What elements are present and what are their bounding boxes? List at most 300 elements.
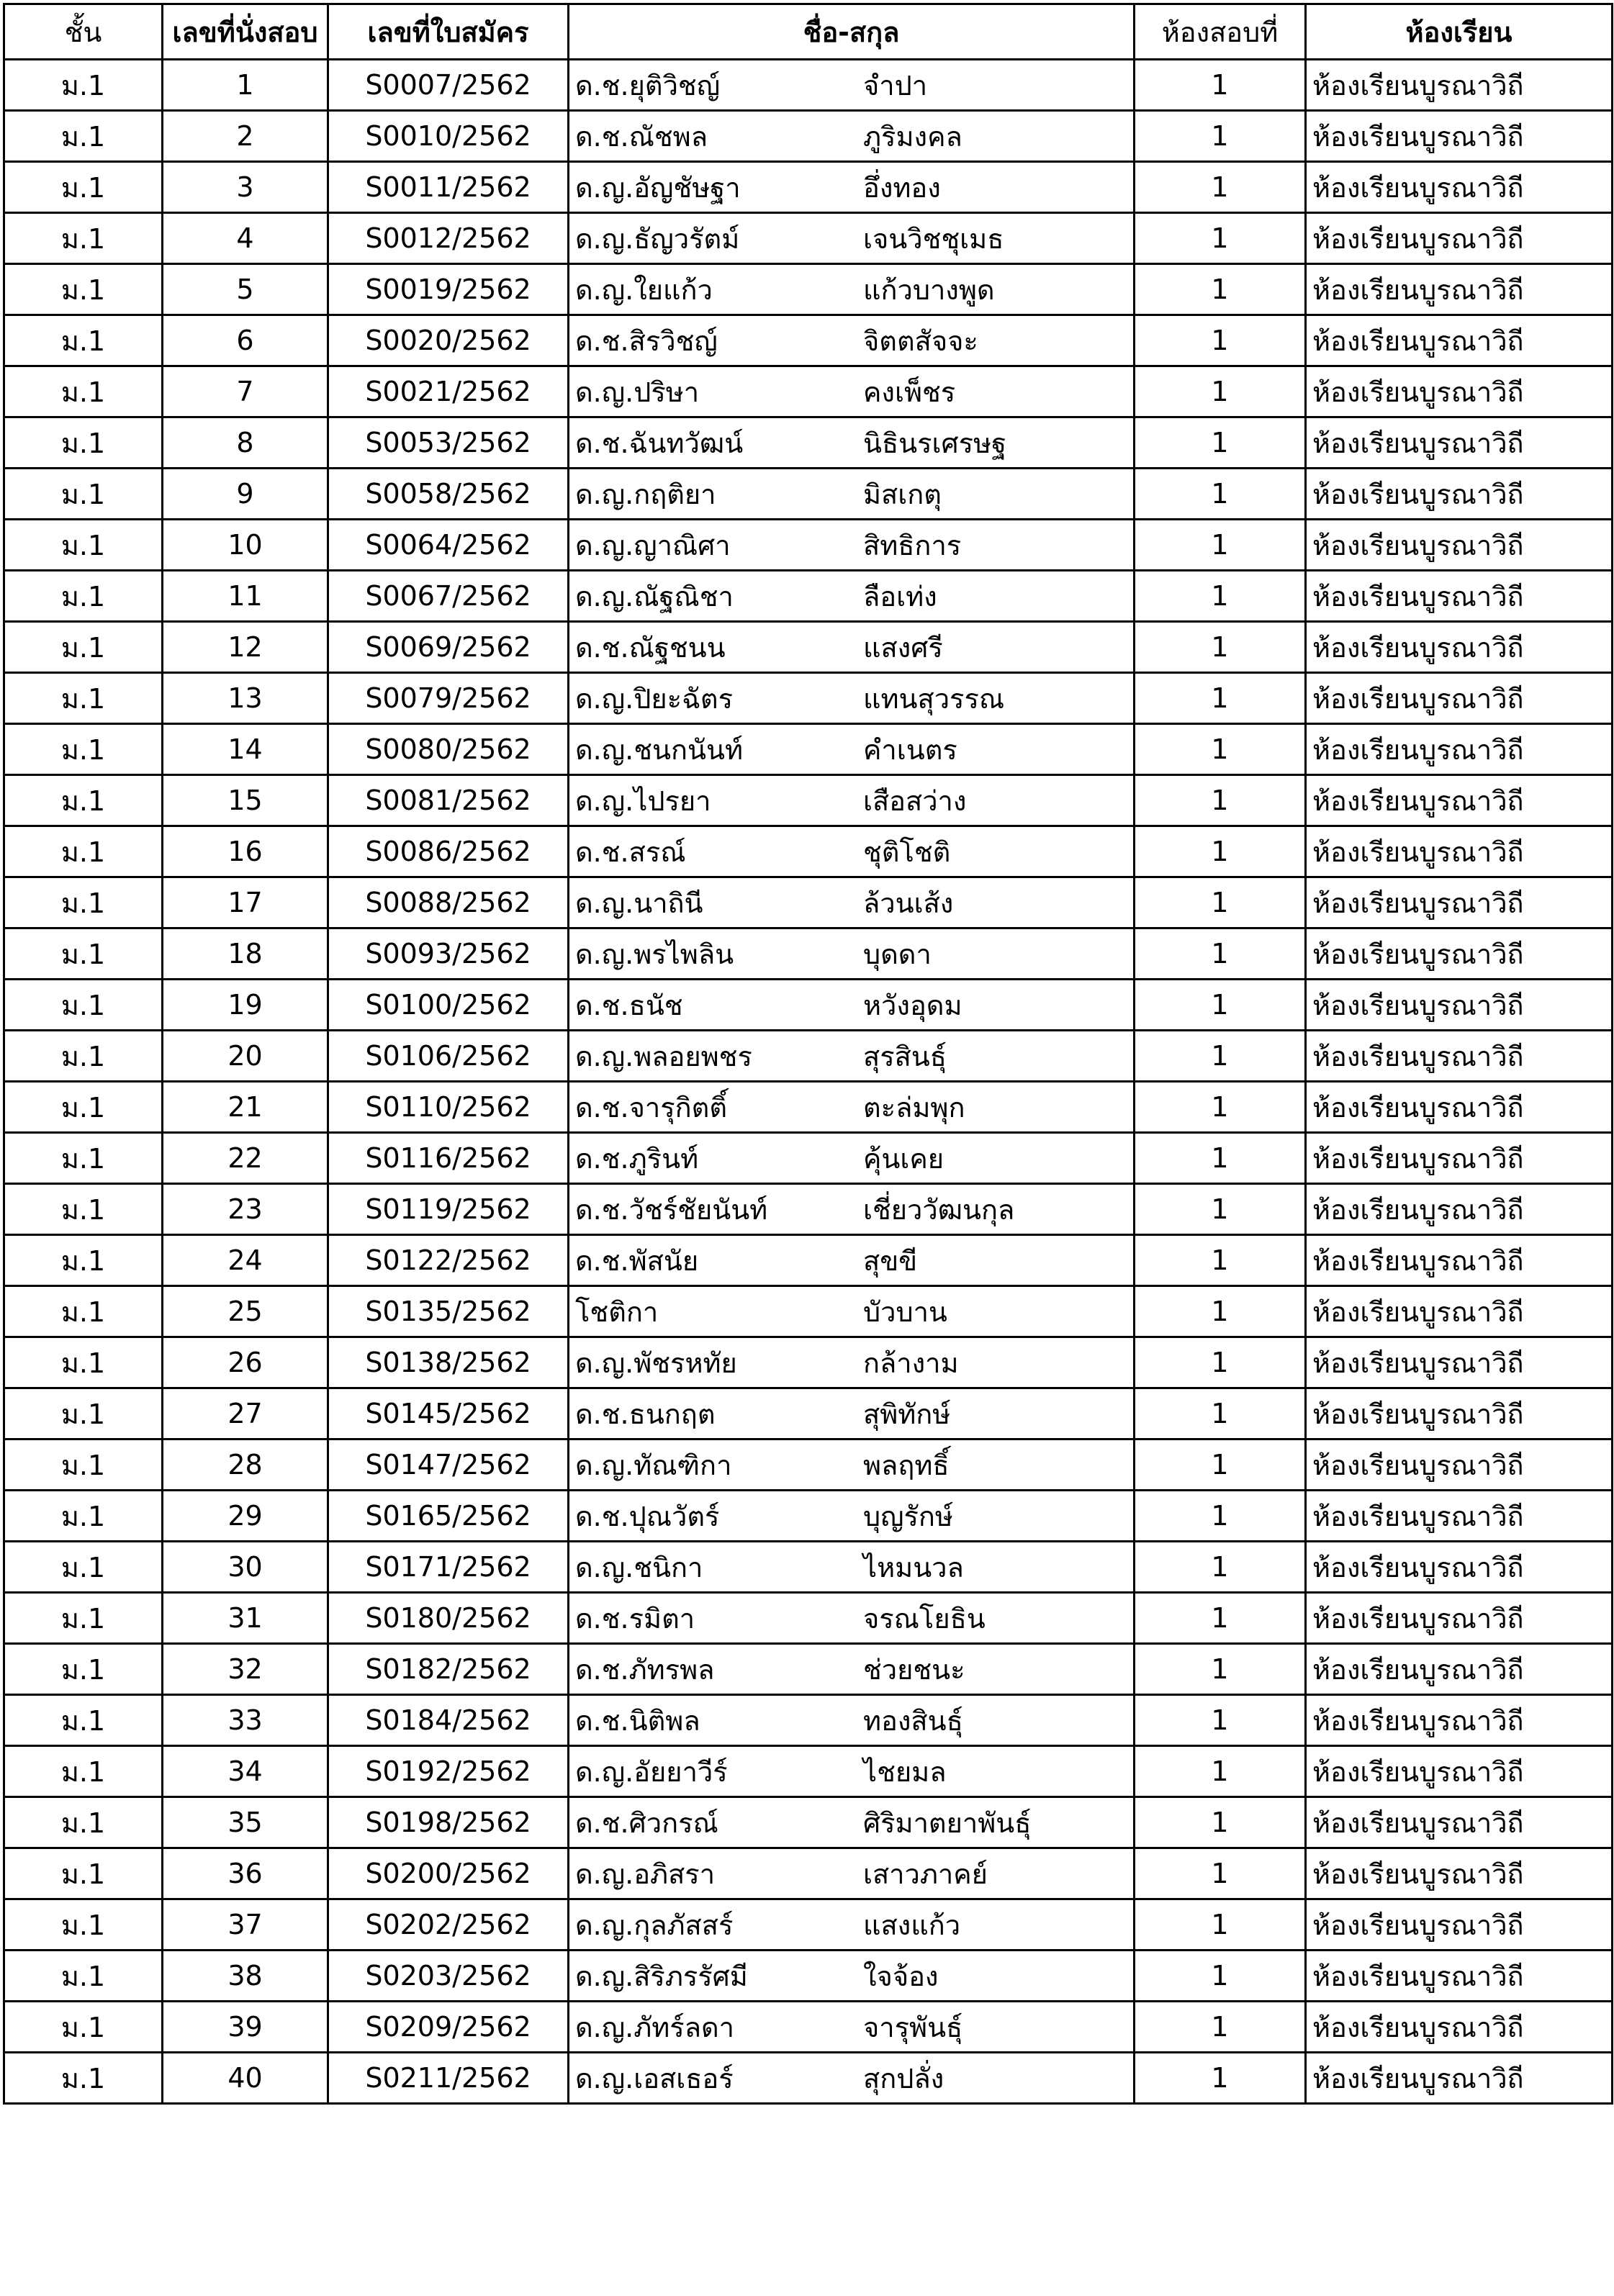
cell-grade: ม.1 — [4, 1695, 163, 1746]
cell-exam-room: 1 — [1135, 111, 1306, 162]
cell-grade: ม.1 — [4, 1542, 163, 1593]
cell-grade: ม.1 — [4, 1797, 163, 1848]
table-row — [4, 1951, 1613, 2002]
last-name: ลือเท่ง — [863, 580, 937, 613]
cell-name — [569, 1184, 1135, 1235]
cell-seat-no: 13 — [163, 673, 328, 724]
first-name: ด.ช.รมิตา — [575, 1602, 695, 1635]
cell-name — [569, 1644, 1135, 1695]
table-row — [4, 213, 1613, 264]
cell-classroom: ห้องเรียนบูรณาวิถี — [1306, 980, 1613, 1031]
cell-seat-no: 35 — [163, 1797, 328, 1848]
last-name: อึ่งทอง — [863, 171, 941, 204]
cell-name — [569, 417, 1135, 469]
table-row — [4, 673, 1613, 724]
cell-exam-room: 1 — [1135, 1439, 1306, 1491]
cell-grade: ม.1 — [4, 1951, 163, 2002]
cell-grade: ม.1 — [4, 1439, 163, 1491]
cell-name — [569, 315, 1135, 366]
last-name: จิตตสัจจะ — [863, 325, 978, 357]
cell-seat-no: 9 — [163, 469, 328, 520]
last-name: เสือสว่าง — [863, 785, 967, 817]
cell-classroom: ห้องเรียนบูรณาวิถี — [1306, 2002, 1613, 2053]
cell-name — [569, 1031, 1135, 1082]
first-name: ด.ญ.พัชรหทัย — [575, 1347, 737, 1379]
table-row — [4, 1337, 1613, 1388]
cell-exam-room: 1 — [1135, 673, 1306, 724]
cell-grade: ม.1 — [4, 469, 163, 520]
table-row — [4, 1133, 1613, 1184]
cell-classroom: ห้องเรียนบูรณาวิถี — [1306, 1235, 1613, 1286]
table-row — [4, 1695, 1613, 1746]
cell-application-no: S0081/2562 — [328, 775, 569, 826]
cell-name — [569, 2053, 1135, 2104]
cell-grade: ม.1 — [4, 366, 163, 417]
first-name: ด.ช.ณัชพล — [575, 120, 708, 153]
cell-name — [569, 1388, 1135, 1439]
last-name: ล้วนเส้ง — [863, 887, 954, 919]
cell-classroom: ห้องเรียนบูรณาวิถี — [1306, 1542, 1613, 1593]
cell-seat-no: 33 — [163, 1695, 328, 1746]
table-row — [4, 417, 1613, 469]
cell-application-no: S0021/2562 — [328, 366, 569, 417]
table-row — [4, 571, 1613, 622]
cell-name — [569, 1797, 1135, 1848]
last-name: จรณโยธิน — [863, 1602, 986, 1635]
table-body — [4, 60, 1613, 2104]
cell-seat-no: 6 — [163, 315, 328, 366]
first-name: ด.ญ.ชนกนันท์ — [575, 733, 743, 766]
cell-seat-no: 2 — [163, 111, 328, 162]
last-name: คงเพ็ชร — [863, 376, 956, 408]
cell-exam-room: 1 — [1135, 1235, 1306, 1286]
cell-classroom: ห้องเรียนบูรณาวิถี — [1306, 775, 1613, 826]
cell-application-no: S0135/2562 — [328, 1286, 569, 1337]
cell-seat-no: 31 — [163, 1593, 328, 1644]
cell-exam-room: 1 — [1135, 1082, 1306, 1133]
last-name: คุ้นเคย — [863, 1142, 944, 1175]
cell-seat-no: 1 — [163, 60, 328, 111]
cell-name — [569, 1082, 1135, 1133]
header-exam-room: ห้องสอบที่ — [1135, 4, 1306, 60]
cell-seat-no: 28 — [163, 1439, 328, 1491]
cell-exam-room: 1 — [1135, 775, 1306, 826]
last-name: จารุพันธุ์ — [863, 2011, 963, 2043]
cell-application-no: S0184/2562 — [328, 1695, 569, 1746]
cell-classroom: ห้องเรียนบูรณาวิถี — [1306, 1848, 1613, 1899]
first-name: ด.ญ.พรไพลิน — [575, 938, 734, 970]
cell-application-no: S0064/2562 — [328, 520, 569, 571]
table-row — [4, 1746, 1613, 1797]
header-row — [4, 4, 1613, 60]
table-row — [4, 1644, 1613, 1695]
last-name: คำเนตร — [863, 733, 957, 766]
table-row — [4, 622, 1613, 673]
header-classroom: ห้องเรียน — [1306, 4, 1613, 60]
cell-application-no: S0011/2562 — [328, 162, 569, 213]
cell-application-no: S0192/2562 — [328, 1746, 569, 1797]
table-row — [4, 111, 1613, 162]
cell-application-no: S0069/2562 — [328, 622, 569, 673]
table-row — [4, 877, 1613, 928]
first-name: ด.ญ.เอสเธอร์ — [575, 2062, 734, 2094]
cell-grade: ม.1 — [4, 775, 163, 826]
cell-classroom: ห้องเรียนบูรณาวิถี — [1306, 264, 1613, 315]
cell-exam-room: 1 — [1135, 2053, 1306, 2104]
cell-classroom: ห้องเรียนบูรณาวิถี — [1306, 622, 1613, 673]
cell-grade: ม.1 — [4, 980, 163, 1031]
cell-application-no: S0165/2562 — [328, 1491, 569, 1542]
cell-grade: ม.1 — [4, 111, 163, 162]
first-name: ด.ญ.ญาณิศา — [575, 529, 731, 561]
exam-seating-table — [3, 3, 1613, 2105]
cell-classroom: ห้องเรียนบูรณาวิถี — [1306, 1082, 1613, 1133]
cell-grade: ม.1 — [4, 1388, 163, 1439]
first-name: ด.ช.ภูรินท์ — [575, 1142, 699, 1175]
last-name: จำปา — [863, 69, 928, 101]
cell-name — [569, 980, 1135, 1031]
cell-application-no: S0086/2562 — [328, 826, 569, 877]
cell-application-no: S0012/2562 — [328, 213, 569, 264]
cell-name — [569, 877, 1135, 928]
cell-grade: ม.1 — [4, 1082, 163, 1133]
cell-classroom: ห้องเรียนบูรณาวิถี — [1306, 673, 1613, 724]
cell-seat-no: 18 — [163, 928, 328, 980]
cell-classroom: ห้องเรียนบูรณาวิถี — [1306, 1439, 1613, 1491]
first-name: ด.ญ.กุลภัสสร์ — [575, 1909, 734, 1941]
cell-grade: ม.1 — [4, 673, 163, 724]
cell-exam-room: 1 — [1135, 1951, 1306, 2002]
last-name: สุขขี — [863, 1244, 918, 1277]
cell-application-no: S0145/2562 — [328, 1388, 569, 1439]
cell-seat-no: 22 — [163, 1133, 328, 1184]
first-name: ด.ช.ศิวกรณ์ — [575, 1807, 718, 1839]
header-seat-no: เลขที่นั่งสอบ — [163, 4, 328, 60]
cell-exam-room: 1 — [1135, 826, 1306, 877]
first-name: ด.ช.ธนัช — [575, 989, 683, 1021]
cell-seat-no: 14 — [163, 724, 328, 775]
last-name: พลฤทธิ์ — [863, 1449, 950, 1481]
cell-exam-room: 1 — [1135, 1899, 1306, 1951]
cell-exam-room: 1 — [1135, 1133, 1306, 1184]
cell-classroom: ห้องเรียนบูรณาวิถี — [1306, 1133, 1613, 1184]
table-row — [4, 1388, 1613, 1439]
cell-application-no: S0007/2562 — [328, 60, 569, 111]
table-row — [4, 162, 1613, 213]
cell-seat-no: 8 — [163, 417, 328, 469]
first-name: ด.ญ.ชนิกา — [575, 1551, 703, 1583]
header-application-no: เลขที่ใบสมัคร — [328, 4, 569, 60]
cell-grade: ม.1 — [4, 928, 163, 980]
first-name: ด.ช.ยุติวิชญ์ — [575, 69, 721, 101]
cell-exam-room: 1 — [1135, 571, 1306, 622]
cell-classroom: ห้องเรียนบูรณาวิถี — [1306, 724, 1613, 775]
cell-name — [569, 1746, 1135, 1797]
table-row — [4, 1082, 1613, 1133]
cell-exam-room: 1 — [1135, 980, 1306, 1031]
cell-seat-no: 27 — [163, 1388, 328, 1439]
cell-application-no: S0138/2562 — [328, 1337, 569, 1388]
last-name: ศิริมาตยาพันธุ์ — [863, 1807, 1032, 1839]
table-row — [4, 1848, 1613, 1899]
cell-grade: ม.1 — [4, 622, 163, 673]
cell-grade: ม.1 — [4, 2002, 163, 2053]
last-name: สิทธิการ — [863, 529, 962, 561]
cell-name — [569, 1899, 1135, 1951]
cell-seat-no: 29 — [163, 1491, 328, 1542]
cell-name — [569, 1542, 1135, 1593]
cell-classroom: ห้องเรียนบูรณาวิถี — [1306, 826, 1613, 877]
cell-classroom: ห้องเรียนบูรณาวิถี — [1306, 1184, 1613, 1235]
table-row — [4, 469, 1613, 520]
cell-classroom: ห้องเรียนบูรณาวิถี — [1306, 1286, 1613, 1337]
cell-seat-no: 4 — [163, 213, 328, 264]
first-name: ด.ญ.สิริภรรัศมี — [575, 1960, 748, 1992]
cell-grade: ม.1 — [4, 2053, 163, 2104]
first-name: ด.ช.วัชร์ชัยนันท์ — [575, 1193, 768, 1226]
cell-application-no: S0202/2562 — [328, 1899, 569, 1951]
cell-application-no: S0079/2562 — [328, 673, 569, 724]
cell-exam-room: 1 — [1135, 1695, 1306, 1746]
cell-application-no: S0211/2562 — [328, 2053, 569, 2104]
cell-seat-no: 20 — [163, 1031, 328, 1082]
last-name: เสาวภาคย์ — [863, 1858, 988, 1890]
table-row — [4, 520, 1613, 571]
table-row — [4, 1235, 1613, 1286]
cell-classroom: ห้องเรียนบูรณาวิถี — [1306, 571, 1613, 622]
last-name: สุพิทักษ์ — [863, 1398, 951, 1430]
cell-name — [569, 622, 1135, 673]
cell-classroom: ห้องเรียนบูรณาวิถี — [1306, 213, 1613, 264]
cell-classroom: ห้องเรียนบูรณาวิถี — [1306, 1644, 1613, 1695]
cell-classroom: ห้องเรียนบูรณาวิถี — [1306, 366, 1613, 417]
cell-exam-room: 1 — [1135, 1593, 1306, 1644]
cell-name — [569, 1439, 1135, 1491]
cell-exam-room: 1 — [1135, 2002, 1306, 2053]
last-name: บุญรักษ์ — [863, 1500, 953, 1532]
cell-grade: ม.1 — [4, 60, 163, 111]
cell-seat-no: 21 — [163, 1082, 328, 1133]
cell-grade: ม.1 — [4, 264, 163, 315]
table-row — [4, 724, 1613, 775]
cell-grade: ม.1 — [4, 1746, 163, 1797]
first-name: โชติกา — [575, 1296, 659, 1328]
cell-grade: ม.1 — [4, 1848, 163, 1899]
cell-application-no: S0209/2562 — [328, 2002, 569, 2053]
cell-exam-room: 1 — [1135, 1286, 1306, 1337]
cell-application-no: S0180/2562 — [328, 1593, 569, 1644]
table-row — [4, 1542, 1613, 1593]
cell-classroom: ห้องเรียนบูรณาวิถี — [1306, 928, 1613, 980]
cell-name — [569, 571, 1135, 622]
cell-name — [569, 366, 1135, 417]
cell-grade: ม.1 — [4, 1899, 163, 1951]
cell-exam-room: 1 — [1135, 162, 1306, 213]
cell-seat-no: 39 — [163, 2002, 328, 2053]
cell-seat-no: 36 — [163, 1848, 328, 1899]
cell-classroom: ห้องเรียนบูรณาวิถี — [1306, 1951, 1613, 2002]
cell-application-no: S0100/2562 — [328, 980, 569, 1031]
cell-grade: ม.1 — [4, 1235, 163, 1286]
cell-name — [569, 1133, 1135, 1184]
header-name: ชื่อ-สกุล — [569, 4, 1135, 60]
table-row — [4, 1899, 1613, 1951]
cell-application-no: S0106/2562 — [328, 1031, 569, 1082]
cell-grade: ม.1 — [4, 1644, 163, 1695]
cell-seat-no: 17 — [163, 877, 328, 928]
cell-name — [569, 469, 1135, 520]
last-name: กล้างาม — [863, 1347, 959, 1379]
first-name: ด.ช.สรณ์ — [575, 836, 686, 868]
cell-application-no: S0171/2562 — [328, 1542, 569, 1593]
cell-seat-no: 12 — [163, 622, 328, 673]
cell-grade: ม.1 — [4, 520, 163, 571]
cell-application-no: S0122/2562 — [328, 1235, 569, 1286]
first-name: ด.ญ.อัญชัษฐา — [575, 171, 741, 204]
header-grade: ชั้น — [4, 4, 163, 60]
last-name: นิธินรเศรษฐ — [863, 427, 1007, 459]
cell-exam-room: 1 — [1135, 622, 1306, 673]
first-name: ด.ช.พัสนัย — [575, 1244, 699, 1277]
cell-name — [569, 2002, 1135, 2053]
cell-classroom: ห้องเรียนบูรณาวิถี — [1306, 520, 1613, 571]
cell-name — [569, 1337, 1135, 1388]
cell-exam-room: 1 — [1135, 1491, 1306, 1542]
cell-exam-room: 1 — [1135, 1542, 1306, 1593]
first-name: ด.ช.สิรวิชญ์ — [575, 325, 718, 357]
cell-exam-room: 1 — [1135, 724, 1306, 775]
last-name: ใจจ้อง — [863, 1960, 939, 1992]
table-row — [4, 1286, 1613, 1337]
cell-grade: ม.1 — [4, 1184, 163, 1235]
cell-grade: ม.1 — [4, 724, 163, 775]
first-name: ด.ญ.ณัฐณิชา — [575, 580, 734, 613]
cell-application-no: S0058/2562 — [328, 469, 569, 520]
last-name: เจนวิชชุเมธ — [863, 222, 1004, 255]
last-name: ช่วยชนะ — [863, 1653, 965, 1686]
cell-application-no: S0203/2562 — [328, 1951, 569, 2002]
cell-exam-room: 1 — [1135, 1031, 1306, 1082]
cell-name — [569, 213, 1135, 264]
table-row — [4, 826, 1613, 877]
cell-grade: ม.1 — [4, 162, 163, 213]
cell-name — [569, 1951, 1135, 2002]
table-row — [4, 1491, 1613, 1542]
first-name: ด.ญ.ใยแก้ว — [575, 274, 713, 306]
first-name: ด.ญ.อภิสรา — [575, 1858, 716, 1890]
cell-classroom: ห้องเรียนบูรณาวิถี — [1306, 2053, 1613, 2104]
cell-seat-no: 37 — [163, 1899, 328, 1951]
cell-application-no: S0067/2562 — [328, 571, 569, 622]
cell-seat-no: 19 — [163, 980, 328, 1031]
table-row — [4, 1439, 1613, 1491]
cell-grade: ม.1 — [4, 1593, 163, 1644]
cell-seat-no: 32 — [163, 1644, 328, 1695]
table-row — [4, 60, 1613, 111]
cell-name — [569, 60, 1135, 111]
cell-exam-room: 1 — [1135, 60, 1306, 111]
table-row — [4, 264, 1613, 315]
cell-classroom: ห้องเรียนบูรณาวิถี — [1306, 1746, 1613, 1797]
first-name: ด.ช.จารุกิตติ์ — [575, 1091, 728, 1124]
cell-seat-no: 24 — [163, 1235, 328, 1286]
cell-classroom: ห้องเรียนบูรณาวิถี — [1306, 1695, 1613, 1746]
cell-exam-room: 1 — [1135, 213, 1306, 264]
cell-exam-room: 1 — [1135, 1388, 1306, 1439]
table-row — [4, 315, 1613, 366]
table-row — [4, 980, 1613, 1031]
first-name: ด.ญ.ปิยะฉัตร — [575, 682, 733, 715]
cell-grade: ม.1 — [4, 1031, 163, 1082]
first-name: ด.ช.ปุณวัตร์ — [575, 1500, 720, 1532]
cell-name — [569, 111, 1135, 162]
cell-application-no: S0200/2562 — [328, 1848, 569, 1899]
table-row — [4, 2002, 1613, 2053]
cell-name — [569, 1235, 1135, 1286]
cell-exam-room: 1 — [1135, 877, 1306, 928]
last-name: บัวบาน — [863, 1296, 947, 1328]
cell-application-no: S0147/2562 — [328, 1439, 569, 1491]
cell-name — [569, 520, 1135, 571]
cell-name — [569, 1593, 1135, 1644]
cell-seat-no: 25 — [163, 1286, 328, 1337]
last-name: มิสเกตุ — [863, 478, 942, 510]
table-row — [4, 1031, 1613, 1082]
last-name: แก้วบางพูด — [863, 274, 995, 306]
cell-grade: ม.1 — [4, 571, 163, 622]
cell-classroom: ห้องเรียนบูรณาวิถี — [1306, 469, 1613, 520]
last-name: หวังอุดม — [863, 989, 962, 1021]
first-name: ด.ญ.นาถินี — [575, 887, 703, 919]
cell-classroom: ห้องเรียนบูรณาวิถี — [1306, 1593, 1613, 1644]
first-name: ด.ช.ธนกฤต — [575, 1398, 716, 1430]
cell-name — [569, 826, 1135, 877]
first-name: ด.ญ.พลอยพชร — [575, 1040, 752, 1072]
table-row — [4, 1184, 1613, 1235]
last-name: แทนสุวรรณ — [863, 682, 1005, 715]
first-name: ด.ญ.ทัณฑิกา — [575, 1449, 732, 1481]
table-row — [4, 1593, 1613, 1644]
cell-application-no: S0010/2562 — [328, 111, 569, 162]
cell-seat-no: 26 — [163, 1337, 328, 1388]
first-name: ด.ช.ภัทรพล — [575, 1653, 715, 1686]
cell-seat-no: 40 — [163, 2053, 328, 2104]
cell-application-no: S0053/2562 — [328, 417, 569, 469]
cell-application-no: S0182/2562 — [328, 1644, 569, 1695]
cell-seat-no: 5 — [163, 264, 328, 315]
cell-seat-no: 3 — [163, 162, 328, 213]
cell-exam-room: 1 — [1135, 1746, 1306, 1797]
cell-exam-room: 1 — [1135, 1644, 1306, 1695]
first-name: ด.ญ.ปริษา — [575, 376, 700, 408]
cell-application-no: S0198/2562 — [328, 1797, 569, 1848]
cell-exam-room: 1 — [1135, 1184, 1306, 1235]
last-name: ตะล่มพุก — [863, 1091, 965, 1124]
cell-classroom: ห้องเรียนบูรณาวิถี — [1306, 162, 1613, 213]
cell-name — [569, 775, 1135, 826]
last-name: ชุติโชติ — [863, 836, 951, 868]
cell-classroom: ห้องเรียนบูรณาวิถี — [1306, 417, 1613, 469]
last-name: ไหมนวล — [863, 1551, 964, 1583]
cell-seat-no: 10 — [163, 520, 328, 571]
cell-exam-room: 1 — [1135, 1337, 1306, 1388]
cell-grade: ม.1 — [4, 213, 163, 264]
last-name: สุรสินธุ์ — [863, 1040, 947, 1072]
cell-seat-no: 23 — [163, 1184, 328, 1235]
cell-seat-no: 7 — [163, 366, 328, 417]
cell-classroom: ห้องเรียนบูรณาวิถี — [1306, 111, 1613, 162]
cell-seat-no: 38 — [163, 1951, 328, 2002]
